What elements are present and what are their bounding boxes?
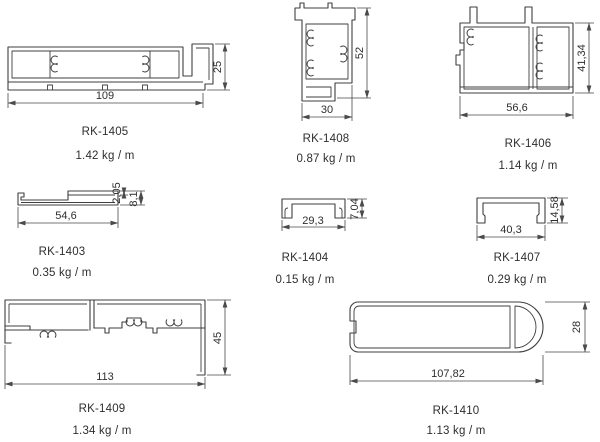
dim-width-label: 54,6 (55, 210, 77, 222)
screw-boss-icon (51, 56, 58, 72)
profile-code: RK-1408 (302, 133, 350, 145)
dim-height-label: 45 (212, 331, 224, 345)
dim-width-label: 56,6 (506, 102, 528, 114)
dim-thickness-label: 2,05 (111, 182, 123, 204)
profile-weight: 1.14 kg / m (498, 160, 558, 172)
profile-inner-walls (460, 27, 573, 89)
profile-drawing-rk-1403 (10, 178, 155, 234)
screw-boss-icon (40, 331, 56, 338)
profile-drawing-rk-1405 (2, 36, 234, 116)
dim-height-label: 14,58 (549, 196, 561, 224)
screw-boss-icon (307, 30, 314, 46)
profile-drawing-rk-1410 (345, 295, 595, 390)
profile-weight: 1.42 kg / m (75, 150, 135, 162)
dim-extension-lines (8, 44, 230, 108)
profile-outline (456, 7, 573, 93)
profile-weight: 0.87 kg / m (296, 153, 356, 165)
profile-code: RK-1410 (432, 405, 480, 417)
dim-width-label: 109 (95, 90, 115, 102)
profile-inner-walls (9, 304, 201, 372)
dim-height-label: 7,04 (349, 198, 361, 220)
profile-weight: 0.35 kg / m (32, 267, 92, 279)
dim-height-label: 8,1 (128, 191, 140, 207)
dim-extension-lines (302, 8, 371, 121)
profile-chamber-walls (5, 300, 205, 343)
profile-code: RK-1409 (78, 403, 126, 415)
dim-extension-lines (350, 302, 590, 385)
profile-drawing-rk-1407 (465, 188, 580, 244)
profile-outline (5, 300, 205, 375)
profile-weight: 1.34 kg / m (72, 425, 132, 437)
profile-outline (350, 302, 543, 352)
profile-inner-walls (8, 48, 209, 82)
dim-width-label: 40,3 (500, 224, 522, 236)
profile-weight: 0.29 kg / m (487, 274, 547, 286)
dim-width-label: 30 (320, 104, 334, 116)
profile-code: RK-1406 (504, 138, 552, 150)
screw-boss-icon (166, 319, 182, 326)
dim-extension-lines (18, 191, 145, 228)
profile-code: RK-1407 (493, 252, 541, 264)
profile-drawing-rk-1408 (283, 2, 383, 126)
profile-weight: 1.13 kg / m (426, 425, 486, 437)
profile-drawing-rk-1404 (272, 188, 377, 236)
dim-width-label: 107,82 (431, 368, 465, 380)
screw-boss-icon (467, 29, 474, 45)
dim-extension-lines (5, 300, 231, 389)
profile-code: RK-1405 (81, 126, 129, 138)
dim-width-label: 113 (96, 371, 114, 383)
dim-height-label: 52 (354, 46, 366, 60)
profile-weight: 0.15 kg / m (275, 274, 335, 286)
dim-height-label: 25 (212, 60, 224, 74)
dim-width-label: 29,3 (302, 215, 324, 227)
dim-height-label: 41,34 (576, 44, 588, 72)
profile-outline (477, 198, 545, 223)
profile-drawing-rk-1409 (2, 292, 234, 392)
screw-boss-icon (126, 319, 142, 326)
screw-boss-icon (340, 46, 347, 62)
profile-inner-walls (354, 306, 536, 348)
screw-boss-icon (142, 56, 149, 72)
screw-boss-icon (307, 60, 314, 76)
profile-code: RK-1404 (281, 252, 329, 264)
dim-height-label: 28 (571, 320, 583, 334)
profile-drawing-rk-1406 (455, 5, 598, 123)
profile-code: RK-1403 (38, 246, 86, 258)
